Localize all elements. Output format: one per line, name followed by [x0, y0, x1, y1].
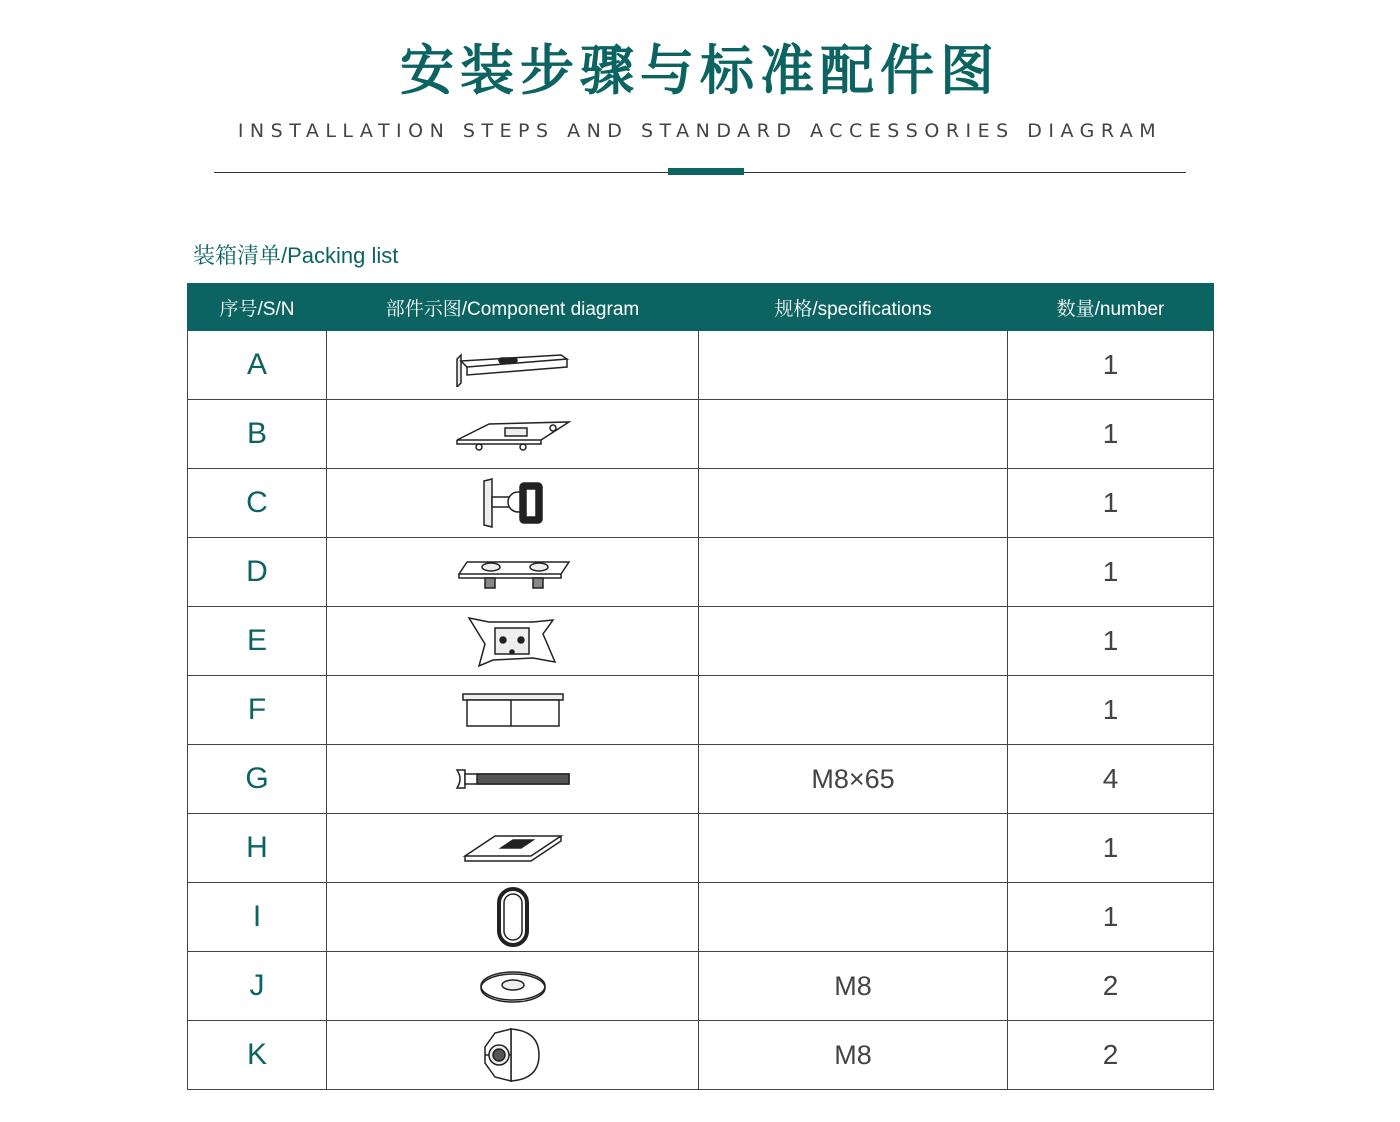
component-diagram	[327, 883, 699, 952]
row-sn: B	[188, 400, 327, 469]
bracket-arm-icon	[453, 343, 573, 387]
component-diagram	[327, 607, 699, 676]
table-row	[188, 814, 1214, 883]
table-row	[188, 1021, 1214, 1090]
row-spec	[699, 331, 1008, 400]
row-spec	[699, 814, 1008, 883]
row-quantity: 1	[1008, 814, 1214, 883]
row-quantity: 1	[1008, 607, 1214, 676]
row-quantity: 1	[1008, 400, 1214, 469]
row-quantity: 4	[1008, 745, 1214, 814]
row-sn: F	[188, 676, 327, 745]
column-header-sn: 序号/S/N	[188, 284, 327, 331]
table-row	[188, 331, 1214, 400]
oval-ring-icon	[493, 887, 533, 947]
table-row	[188, 676, 1214, 745]
table-row	[188, 607, 1214, 676]
component-diagram	[327, 814, 699, 883]
row-spec: M8	[699, 1021, 1008, 1090]
row-sn: E	[188, 607, 327, 676]
component-diagram	[327, 952, 699, 1021]
component-diagram	[327, 469, 699, 538]
component-diagram	[327, 400, 699, 469]
divider-accent	[668, 168, 744, 175]
row-quantity: 2	[1008, 1021, 1214, 1090]
table-row	[188, 400, 1214, 469]
vesa-plate-icon	[463, 614, 563, 668]
row-quantity: 1	[1008, 538, 1214, 607]
cap-nut-icon	[481, 1025, 545, 1085]
row-spec	[699, 469, 1008, 538]
row-sn: K	[188, 1021, 327, 1090]
row-quantity: 1	[1008, 883, 1214, 952]
column-header-diagram: 部件示图/Component diagram	[327, 284, 699, 331]
row-quantity: 1	[1008, 676, 1214, 745]
row-sn: G	[188, 745, 327, 814]
table-row	[188, 952, 1214, 1021]
row-quantity: 2	[1008, 952, 1214, 1021]
row-sn: I	[188, 883, 327, 952]
component-diagram	[327, 331, 699, 400]
column-header-number: 数量/number	[1008, 284, 1214, 331]
square-washer-icon	[461, 828, 565, 868]
row-sn: C	[188, 469, 327, 538]
component-diagram	[327, 1021, 699, 1090]
table-row	[188, 469, 1214, 538]
table-row	[188, 883, 1214, 952]
component-diagram	[327, 745, 699, 814]
row-sn: A	[188, 331, 327, 400]
row-sn: D	[188, 538, 327, 607]
clamp-plate-icon	[453, 552, 573, 592]
flat-washer-icon	[478, 968, 548, 1004]
page-subtitle: INSTALLATION STEPS AND STANDARD ACCESSORIES DIAGRAM	[237, 120, 1163, 142]
table-row	[188, 745, 1214, 814]
row-spec: M8×65	[699, 745, 1008, 814]
page-title: 安装步骤与标准配件图	[400, 39, 1000, 102]
row-sn: H	[188, 814, 327, 883]
component-diagram	[327, 676, 699, 745]
packing-list-table	[187, 283, 1214, 1090]
table-row	[188, 538, 1214, 607]
row-quantity: 1	[1008, 469, 1214, 538]
row-spec	[699, 883, 1008, 952]
mounting-plate-icon	[453, 414, 573, 454]
row-spec	[699, 607, 1008, 676]
row-quantity: 1	[1008, 331, 1214, 400]
row-sn: J	[188, 952, 327, 1021]
swivel-joint-icon	[478, 475, 548, 531]
row-spec	[699, 676, 1008, 745]
component-diagram	[327, 538, 699, 607]
row-spec	[699, 538, 1008, 607]
bolt-icon	[453, 764, 573, 794]
table-header-row	[188, 284, 1214, 331]
row-spec	[699, 400, 1008, 469]
row-spec: M8	[699, 952, 1008, 1021]
column-header-spec: 规格/specifications	[699, 284, 1008, 331]
end-cap-icon	[461, 690, 565, 730]
section-title: 装箱清单/Packing list	[193, 243, 399, 268]
